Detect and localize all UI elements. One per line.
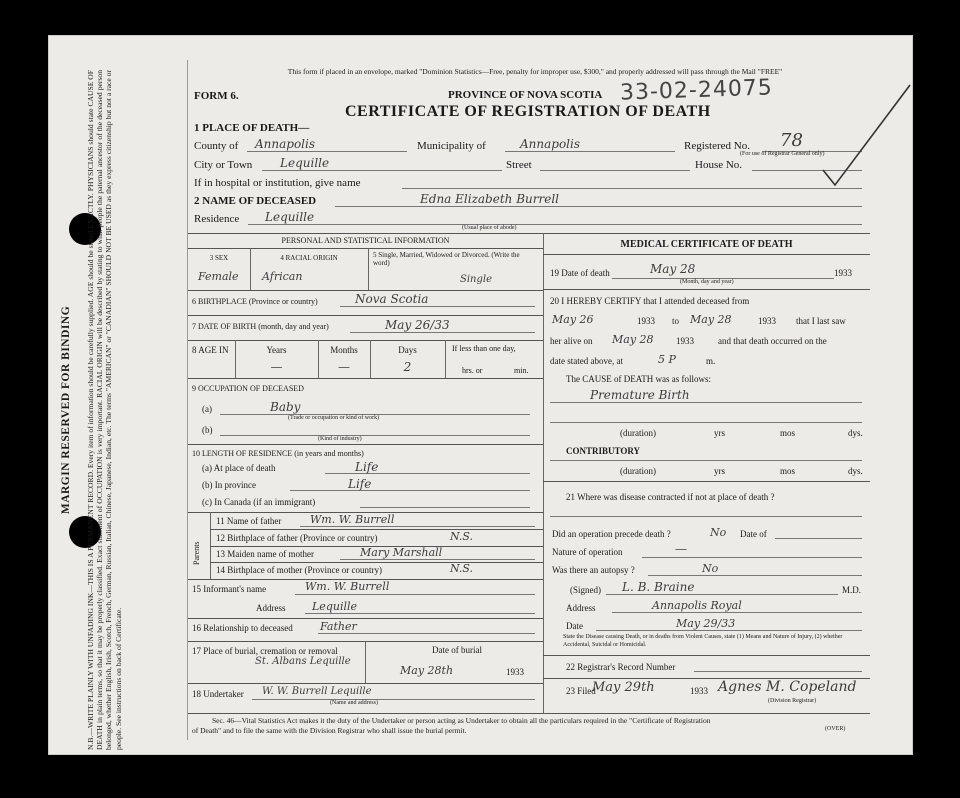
undertaker-value: W. W. Burrell Lequille bbox=[262, 686, 372, 697]
physician-address-value: Annapolis Royal bbox=[652, 599, 742, 612]
race-value: African bbox=[262, 270, 303, 283]
father-value: Wm. W. Burrell bbox=[310, 513, 395, 526]
check-mark-icon bbox=[815, 80, 915, 190]
footer-line-2: of Death" and to file the same with the Division Registrar who shall issue the burial permit. bbox=[192, 726, 467, 735]
marital-label: 5 Single, Married, Widowed or Divorced. (Write the word) bbox=[373, 251, 520, 267]
time-of-death-value: 5 P bbox=[658, 353, 676, 366]
res-c-label: (c) In Canada (if an immigrant) bbox=[202, 497, 316, 507]
burial-label: 17 Place of burial, cremation or removal bbox=[192, 646, 338, 656]
to-label: to bbox=[672, 316, 680, 326]
date-of-death-year: 1933 bbox=[834, 268, 852, 278]
filed-year-value: 1933 bbox=[690, 686, 708, 696]
municipality-value: Annapolis bbox=[520, 137, 581, 151]
city-value: Lequille bbox=[280, 156, 330, 170]
dob-label: 7 DATE OF BIRTH (month, day and year) bbox=[192, 322, 329, 331]
registered-number: 78 bbox=[780, 130, 803, 151]
race-label: 4 RACIAL ORIGIN bbox=[280, 254, 338, 262]
footer-line-1: Sec. 46—Vital Statistics Act makes it the duty of the Undertaker or person acting as Undertaker to obtain all the particulars required in the "Certificate of Registration bbox=[212, 716, 711, 725]
cause-label: The CAUSE of DEATH was as follows: bbox=[566, 374, 711, 384]
deceased-name-label: 2 NAME OF DECEASED bbox=[194, 195, 317, 207]
attended-from-value: May 26 bbox=[552, 313, 594, 326]
province-label: PROVINCE OF NOVA SCOTIA bbox=[448, 89, 603, 101]
occupation-b-note: (Kind of industry) bbox=[318, 436, 362, 442]
months-value: — bbox=[338, 360, 350, 374]
father-birthplace-label: 12 Birthplace of father (Province or country) bbox=[216, 533, 378, 543]
burial-date-label: Date of burial bbox=[432, 645, 482, 655]
registrar-note: (Division Registrar) bbox=[768, 698, 817, 704]
residence-label: Residence bbox=[194, 213, 240, 225]
undertaker-note: (Name and address) bbox=[330, 700, 378, 706]
marital-value: Single bbox=[460, 274, 493, 285]
yrs-label-1: yrs bbox=[714, 428, 725, 438]
disease-contracted-label: 21 Where was disease contracted if not at place of death ? bbox=[566, 492, 775, 502]
burial-date-value: May 28th bbox=[400, 664, 454, 677]
contributory-label: CONTRIBUTORY bbox=[566, 446, 641, 456]
mos-label-1: mos bbox=[780, 428, 796, 438]
stamp-number: 33-02-24075 bbox=[619, 75, 774, 106]
informant-label: 15 Informant's name bbox=[192, 584, 267, 594]
residence-value: Lequille bbox=[265, 210, 315, 224]
signed-label: (Signed) bbox=[570, 585, 601, 595]
occupation-a-note: (Trade or occupation or kind of work) bbox=[288, 415, 380, 421]
place-of-death-heading: 1 PLACE OF DEATH— bbox=[194, 122, 310, 134]
certify-label: 20 I HEREBY CERTIFY that I attended deceased from bbox=[550, 296, 750, 306]
birthplace-value: Nova Scotia bbox=[355, 292, 429, 306]
months-label: Months bbox=[330, 345, 358, 355]
age-label: 8 AGE IN bbox=[192, 345, 229, 355]
days-value: 2 bbox=[403, 360, 412, 374]
res-a-value: Life bbox=[355, 460, 379, 474]
father-label: 11 Name of father bbox=[216, 516, 282, 526]
informant-address-value: Lequille bbox=[312, 600, 358, 613]
medical-heading: MEDICAL CERTIFICATE OF DEATH bbox=[620, 239, 793, 250]
hospital-label: If in hospital or institution, give name bbox=[194, 177, 361, 189]
operation-value: No bbox=[710, 526, 727, 539]
mother-value: Mary Marshall bbox=[360, 546, 443, 559]
attended-from-year: 1933 bbox=[637, 316, 655, 326]
nature-label: Nature of operation bbox=[552, 547, 623, 557]
duration-label-2: (duration) bbox=[620, 466, 656, 476]
personal-heading: PERSONAL AND STATISTICAL INFORMATION bbox=[281, 236, 450, 245]
last-saw-label: that I last saw bbox=[796, 316, 846, 326]
birthplace-label: 6 BIRTHPLACE (Province or country) bbox=[192, 297, 318, 306]
years-label: Years bbox=[266, 345, 287, 355]
res-a-label: (a) At place of death bbox=[202, 463, 276, 473]
min-label: min. bbox=[514, 366, 529, 375]
duration-label-1: (duration) bbox=[620, 428, 656, 438]
registrar-signature: Agnes M. Copeland bbox=[718, 679, 857, 695]
record-number-label: 22 Registrar's Record Number bbox=[566, 662, 676, 672]
parents-label: Parents bbox=[192, 541, 201, 565]
form-number: FORM 6. bbox=[194, 90, 239, 102]
date-stated-label: date stated above, at bbox=[550, 356, 623, 366]
filed-label: 23 Filed bbox=[566, 686, 596, 696]
violent-causes-note: State the Disease causing Death, or in deaths from Violent Causes, state (1) Means and Nature of Injury, (2) whether Accidental, Suicidal or Homicidal. bbox=[563, 634, 843, 648]
mail-notice: This form if placed in an envelope, marked "Dominion Statistics—Free, penalty for improper use, $300," and properly addressed will pass through the Mail "FREE" bbox=[287, 67, 783, 76]
date-of-death-label: 19 Date of death bbox=[550, 268, 610, 278]
operation-label: Did an operation precede death ? bbox=[552, 529, 671, 539]
days-label: Days bbox=[398, 345, 417, 355]
attended-to-year: 1933 bbox=[758, 316, 776, 326]
occupation-label: 9 OCCUPATION OF DECEASED bbox=[192, 384, 304, 393]
res-b-value: Life bbox=[348, 477, 372, 491]
her-alive-label: her alive on bbox=[550, 336, 593, 346]
city-label: City or Town bbox=[194, 159, 253, 171]
county-value: Annapolis bbox=[255, 137, 316, 151]
death-occurred-label: and that death occurred on the bbox=[718, 336, 827, 346]
registered-label: Registered No. bbox=[684, 140, 750, 152]
years-value: — bbox=[270, 360, 283, 374]
footer-over: (OVER) bbox=[825, 726, 846, 732]
margin-title: MARGIN RESERVED FOR BINDING bbox=[60, 305, 72, 515]
burial-year-value: 1933 bbox=[506, 667, 524, 677]
burial-place-value: St. Albans Lequille bbox=[255, 656, 351, 667]
dys-label-2: dys. bbox=[848, 466, 863, 476]
last-alive-year: 1933 bbox=[676, 336, 694, 346]
mos-label-2: mos bbox=[780, 466, 796, 476]
residence-note: (Usual place of abode) bbox=[462, 225, 517, 231]
occupation-b-label: (b) bbox=[202, 425, 213, 435]
attended-to-value: May 28 bbox=[690, 313, 732, 326]
yrs-label-2: yrs bbox=[714, 466, 725, 476]
physician-address-label: Address bbox=[566, 603, 596, 613]
md-label: M.D. bbox=[842, 585, 862, 595]
mother-birthplace-value: N.S. bbox=[450, 562, 474, 575]
relationship-label: 16 Relationship to deceased bbox=[192, 623, 293, 633]
registered-note: (For use of Registrar General only) bbox=[740, 151, 825, 157]
res-b-label: (b) In province bbox=[202, 480, 256, 490]
signed-date-value: May 29/33 bbox=[676, 617, 736, 630]
occupation-value: Baby bbox=[270, 400, 301, 414]
date-of-death-value: May 28 bbox=[650, 262, 696, 276]
margin-instructions: N.B.—WRITE PLAINLY WITH UNFADING INK—THIS IS A PERMANENT RECORD. Every item of information should be carefully supplied. AGE should be stated EXACTLY. PHYSICIANS should state CAUSE OF DEATH in plain terms, so that it may be properly classified. Exact statement of OCCUPATION is very important. RACIAL ORIGIN will be described by stating to what people the paternal ancestor of the deceased person belonged, whether English, Irish, Scotch, French, German, Russian, Italian, Chinese, Japanese, Indian, etc. The terms "AMERICAN" or "CANADIAN" SHOULD NOT BE USED as they express citizenship but not a race or people. See instructions on back of Certificate. bbox=[86, 70, 123, 750]
date-of-death-note: (Month, day and year) bbox=[680, 279, 734, 285]
municipality-label: Municipality of bbox=[417, 140, 486, 152]
less-than-day-label: If less than one day, bbox=[452, 344, 516, 353]
father-birthplace-value: N.S. bbox=[450, 530, 474, 543]
dys-label-1: dys. bbox=[848, 428, 863, 438]
mother-birthplace-label: 14 Birthplace of mother (Province or country) bbox=[216, 565, 382, 575]
occupation-a-label: (a) bbox=[202, 404, 212, 414]
county-label: County of bbox=[194, 140, 239, 152]
mother-label: 13 Maiden name of mother bbox=[216, 549, 314, 559]
physician-signature: L. B. Braine bbox=[622, 580, 695, 594]
operation-date-label: Date of bbox=[740, 529, 767, 539]
sex-value: Female bbox=[198, 270, 239, 283]
informant-address-label: Address bbox=[256, 603, 286, 613]
informant-value: Wm. W. Burrell bbox=[305, 580, 390, 593]
house-label: House No. bbox=[695, 159, 743, 171]
relationship-value: Father bbox=[320, 620, 357, 633]
nature-value: — bbox=[675, 542, 687, 556]
undertaker-label: 18 Undertaker bbox=[192, 689, 244, 699]
cause-value: Premature Birth bbox=[590, 388, 690, 402]
last-alive-value: May 28 bbox=[612, 333, 654, 346]
street-label: Street bbox=[506, 159, 532, 171]
dob-value: May 26/33 bbox=[385, 318, 450, 332]
binding-margin bbox=[60, 70, 188, 750]
deceased-name: Edna Elizabeth Burrell bbox=[420, 192, 559, 206]
hrs-label: hrs. or bbox=[462, 366, 483, 375]
certificate-title: CERTIFICATE OF REGISTRATION OF DEATH bbox=[345, 103, 711, 120]
length-residence-label: 10 LENGTH OF RESIDENCE (in years and months) bbox=[192, 449, 364, 458]
sex-label: 3 SEX bbox=[209, 254, 229, 262]
m-label: m. bbox=[706, 356, 716, 366]
autopsy-value: No bbox=[702, 562, 719, 575]
autopsy-label: Was there an autopsy ? bbox=[552, 565, 635, 575]
signed-date-label: Date bbox=[566, 621, 583, 631]
filed-date-value: May 29th bbox=[592, 680, 655, 695]
